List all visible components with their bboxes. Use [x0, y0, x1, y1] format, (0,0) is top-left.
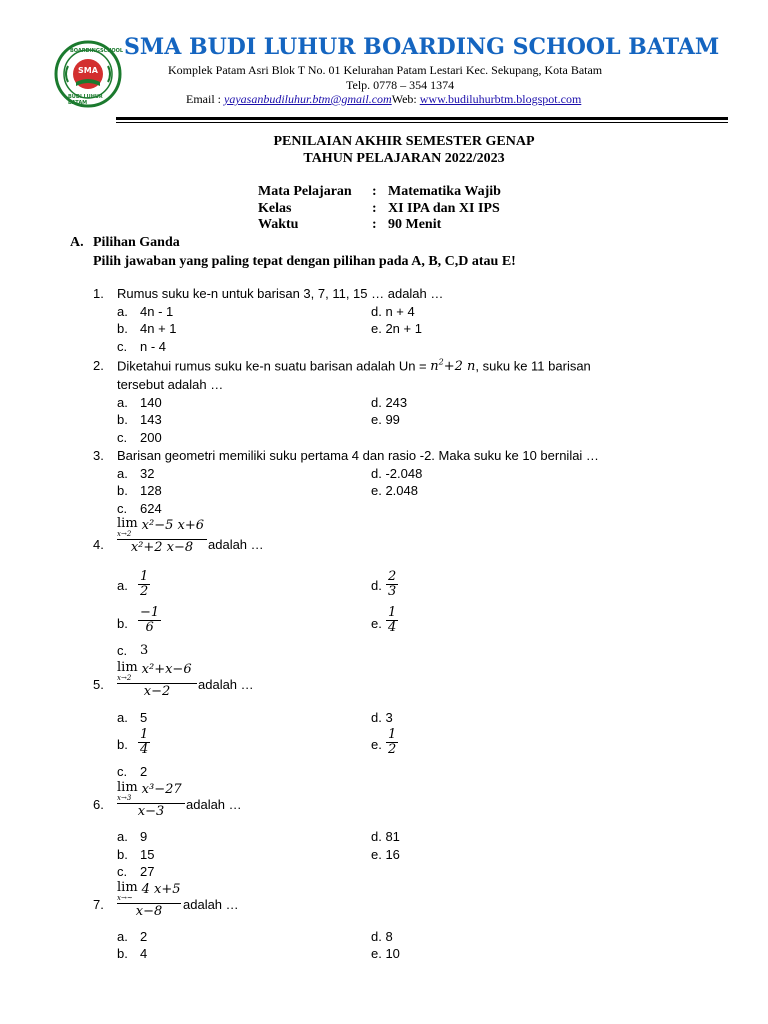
- q4-opt-d-den: 3: [388, 584, 397, 599]
- q5-opt-c-letter: c.: [117, 764, 128, 779]
- q7-opt-b-letter: b.: [117, 946, 128, 961]
- q2-text-after: , suku ke 11 barisan: [475, 358, 591, 374]
- q5-lim-sub: x→2: [117, 674, 132, 682]
- q4-opt-b[interactable]: [138, 606, 161, 635]
- field-class-label: Kelas: [258, 201, 292, 216]
- q2-opt-e[interactable]: e. 99: [371, 412, 400, 427]
- field-subject-value: Matematika Wajib: [388, 184, 501, 199]
- web-label: Web:: [391, 92, 420, 106]
- q6-numerator: x³−27: [141, 782, 182, 797]
- q7-lim: lim: [117, 880, 138, 895]
- logo-top-text: BOARDINGSCHOOL: [70, 48, 124, 54]
- q4-limit-expression: [117, 518, 207, 556]
- logo-bottom-text: BUDI LUHUR BATAM: [68, 94, 103, 106]
- exam-title: PENILAIAN AKHIR SEMESTER GENAP: [273, 134, 535, 149]
- q4-opt-d-num: 2: [388, 569, 397, 584]
- q4-opt-b-num: −1: [140, 605, 160, 620]
- school-name: SMA BUDI LUHUR BOARDING SCHOOL BATAM: [124, 34, 720, 60]
- q7-opt-a-letter: a.: [117, 929, 128, 944]
- q2-opt-d[interactable]: d. 243: [371, 395, 408, 410]
- field-subject-label: Mata Pelajaran: [258, 184, 352, 199]
- q5-opt-b-letter: b.: [117, 737, 128, 752]
- q5-lim: lim: [117, 660, 138, 675]
- q7-numerator: 4 x+5: [141, 882, 181, 897]
- q6-opt-a-letter: a.: [117, 829, 128, 844]
- q4-opt-e-letter: e.: [371, 616, 382, 631]
- q1-opt-d[interactable]: d. n + 4: [371, 304, 415, 319]
- q4-numerator: x²−5 x+6: [141, 518, 204, 533]
- field-time-value: 90 Menit: [388, 217, 442, 232]
- q4-opt-c-letter: c.: [117, 643, 128, 658]
- q5-denominator: x−2: [143, 684, 171, 699]
- q6-limit-expression: [117, 782, 185, 820]
- q5-number: 5.: [93, 677, 104, 692]
- q2-text-before: Diketahui rumus suku ke-n suatu barisan adalah Un =: [117, 358, 431, 374]
- field-time-label: Waktu: [258, 217, 299, 232]
- q2-text-line2: tersebut adalah …: [117, 377, 224, 392]
- q5-opt-e[interactable]: [386, 728, 398, 757]
- q6-opt-b-letter: b.: [117, 847, 128, 862]
- q5-opt-c[interactable]: 2: [140, 764, 148, 779]
- q1-text: Rumus suku ke-n untuk barisan 3, 7, 11, 15 … adalah …: [117, 286, 444, 301]
- q7-limit-expression: [117, 882, 181, 920]
- q1-opt-e[interactable]: e. 2n + 1: [371, 321, 422, 336]
- q1-opt-b[interactable]: 4n + 1: [140, 321, 177, 336]
- q4-opt-a-num: 1: [140, 569, 149, 584]
- q2-opt-b-letter: b.: [117, 412, 128, 427]
- q2-formula-base: n: [430, 359, 439, 375]
- q7-opt-b[interactable]: 4: [140, 946, 148, 961]
- q4-number: 4.: [93, 537, 104, 552]
- q2-number: 2.: [93, 358, 104, 373]
- logo-center-text: SMA: [78, 66, 98, 75]
- section-instruction: Pilih jawaban yang paling tepat dengan pilihan pada A, B, C,D atau E!: [93, 254, 516, 269]
- q4-suffix: adalah …: [208, 537, 264, 552]
- q5-opt-a-letter: a.: [117, 710, 128, 725]
- q5-opt-b-den: 4: [140, 742, 149, 757]
- q1-opt-c-letter: c.: [117, 339, 128, 354]
- q6-opt-c[interactable]: 27: [140, 864, 155, 879]
- q4-opt-a-den: 2: [140, 584, 149, 599]
- q4-opt-b-den: 6: [145, 620, 154, 635]
- email-label: Email :: [186, 92, 224, 106]
- q2-opt-b[interactable]: 143: [140, 412, 162, 427]
- q4-lim-sub: x→2: [117, 530, 132, 538]
- q2-opt-c[interactable]: 200: [140, 430, 162, 445]
- q6-opt-a[interactable]: 9: [140, 829, 148, 844]
- q6-opt-d[interactable]: d. 81: [371, 829, 400, 844]
- q2-opt-a-letter: a.: [117, 395, 128, 410]
- q7-number: 7.: [93, 897, 104, 912]
- q7-opt-e[interactable]: e. 10: [371, 946, 400, 961]
- q5-opt-e-den: 2: [388, 742, 397, 757]
- q4-opt-e[interactable]: [386, 606, 398, 635]
- q5-suffix: adalah …: [198, 677, 254, 692]
- q5-opt-b[interactable]: [138, 728, 150, 757]
- q7-opt-a[interactable]: 2: [140, 929, 148, 944]
- q4-opt-e-den: 4: [388, 620, 397, 635]
- q3-opt-b[interactable]: 128: [140, 483, 162, 498]
- header-divider-thin: [116, 122, 728, 123]
- q3-opt-c-letter: c.: [117, 501, 128, 516]
- q4-opt-b-letter: b.: [117, 616, 128, 631]
- q1-number: 1.: [93, 286, 104, 301]
- q6-opt-c-letter: c.: [117, 864, 128, 879]
- q2-formula: [430, 359, 475, 374]
- q6-lim: lim: [117, 780, 138, 795]
- section-heading: Pilihan Ganda: [93, 235, 180, 250]
- field-time-sep: :: [372, 217, 377, 232]
- q5-numerator: x²+x−6: [141, 662, 192, 677]
- contact-line: [186, 92, 581, 107]
- school-logo: [54, 40, 122, 108]
- q4-opt-e-num: 1: [388, 605, 397, 620]
- q1-opt-b-letter: b.: [117, 321, 128, 336]
- q5-opt-b-num: 1: [140, 727, 149, 742]
- q3-opt-c[interactable]: 624: [140, 501, 162, 516]
- q1-opt-a-letter: a.: [117, 304, 128, 319]
- q7-suffix: adalah …: [183, 897, 239, 912]
- q5-opt-e-letter: e.: [371, 737, 382, 752]
- q6-denominator: x−3: [137, 804, 165, 819]
- q5-opt-e-num: 1: [388, 727, 397, 742]
- q4-opt-d-letter: d.: [371, 578, 382, 593]
- q3-opt-e[interactable]: e. 2.048: [371, 483, 418, 498]
- q3-opt-b-letter: b.: [117, 483, 128, 498]
- field-subject-sep: :: [372, 184, 377, 199]
- q4-lim: lim: [117, 516, 138, 531]
- q1-opt-a[interactable]: 4n - 1: [140, 304, 174, 319]
- school-phone: Telp. 0778 – 354 1374: [346, 78, 455, 92]
- q3-opt-d[interactable]: d. -2.048: [371, 466, 423, 481]
- q2-text: [117, 358, 591, 374]
- q5-opt-d[interactable]: d. 3: [371, 710, 393, 725]
- q5-limit-expression: [117, 662, 197, 700]
- email-link[interactable]: yayasanbudiluhur.btm@gmail.com: [224, 92, 392, 106]
- q4-opt-d[interactable]: [386, 570, 398, 599]
- q2-formula-exp: 2: [438, 358, 444, 367]
- q3-number: 3.: [93, 448, 104, 463]
- q3-opt-a[interactable]: 32: [140, 466, 155, 481]
- exam-year: TAHUN PELAJARAN 2022/2023: [303, 151, 505, 166]
- q7-denominator: x−8: [135, 904, 163, 919]
- q4-opt-a-letter: a.: [117, 578, 128, 593]
- q4-denominator: x²+2 x−8: [130, 540, 194, 555]
- q6-opt-e[interactable]: e. 16: [371, 847, 400, 862]
- header-divider-thick: [116, 117, 728, 120]
- section-letter: A.: [70, 235, 84, 250]
- q2-opt-a[interactable]: 140: [140, 395, 162, 410]
- q3-text: Barisan geometri memiliki suku pertama 4 dan rasio -2. Maka suku ke 10 bernilai …: [117, 448, 599, 463]
- q6-number: 6.: [93, 797, 104, 812]
- q7-lim-sub: x→~: [117, 894, 133, 902]
- q6-suffix: adalah …: [186, 797, 242, 812]
- q5-opt-a[interactable]: 5: [140, 710, 148, 725]
- q2-formula-rest: +2 n: [443, 359, 476, 375]
- q4-opt-a[interactable]: [138, 570, 150, 599]
- q6-lim-sub: x→3: [117, 794, 132, 802]
- q1-opt-c[interactable]: n - 4: [140, 339, 167, 354]
- web-link[interactable]: www.budiluhurbtm.blogspot.com: [419, 92, 582, 106]
- field-class-value: XI IPA dan XI IPS: [388, 201, 500, 216]
- q2-opt-c-letter: c.: [117, 430, 128, 445]
- school-address: Komplek Patam Asri Blok T No. 01 Kelurahan Patam Lestari Kec. Sekupang, Kota Batam: [168, 63, 603, 77]
- q4-opt-c[interactable]: 3: [140, 643, 149, 658]
- q3-opt-a-letter: a.: [117, 466, 128, 481]
- q7-opt-d[interactable]: d. 8: [371, 929, 393, 944]
- field-class-sep: :: [372, 201, 377, 216]
- q6-opt-b[interactable]: 15: [140, 847, 155, 862]
